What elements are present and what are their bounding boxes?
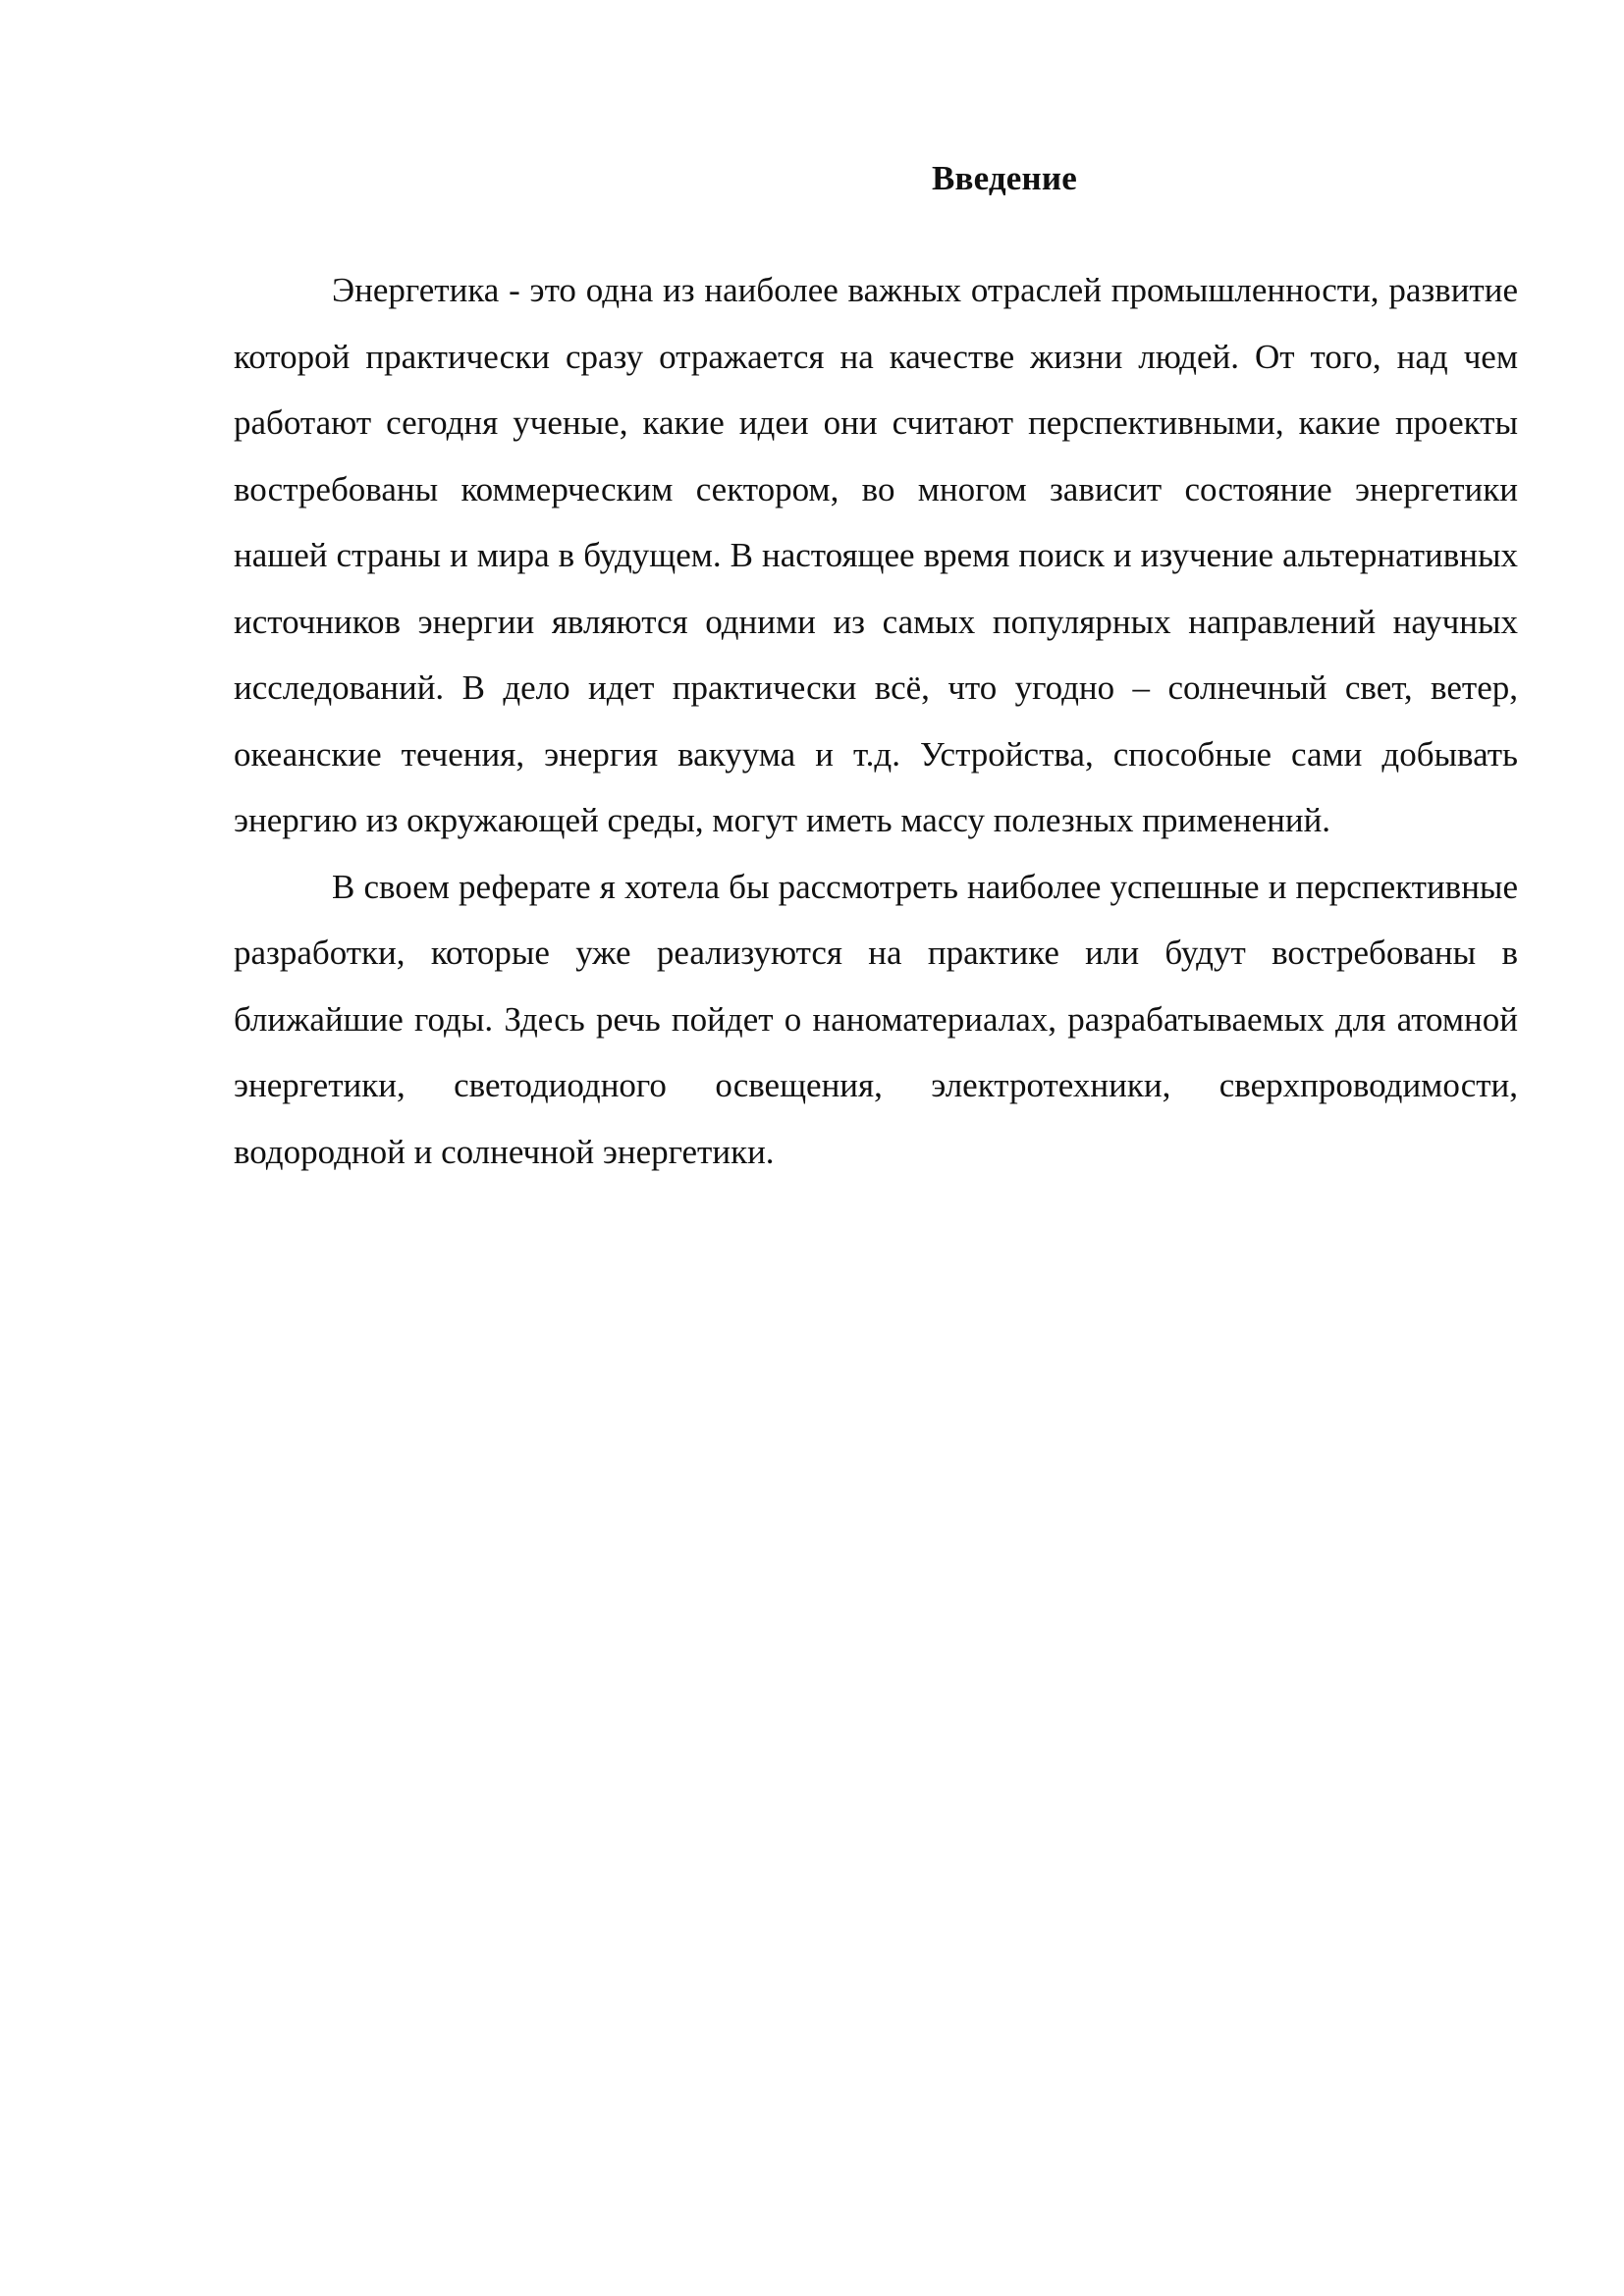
paragraph-1: Энергетика - это одна из наиболее важных отраслей промышленности, развитие которой практически сразу отражается на качестве жизни людей. От того, над чем работают сегодня ученые, какие идеи они считают перспективными, какие проекты востребованы коммерческим сектором, во многом зависит состояние энергетики нашей страны и мира в будущем. В настоящее время поиск и изучение альтернативных источников энергии являются одними из самых популярных направлений научных исследований. В дело идет практически всё, что угодно – солнечный свет, ветер, океанские течения, энергия вакуума и т.д. Устройства, способные сами добывать энергию из окружающей среды, могут иметь массу полезных применений. xyxy=(234,271,1518,839)
paragraph-2: В своем реферате я хотела бы рассмотреть наиболее успешные и перспективные разработки, которые уже реализуются на практике или будут востребованы в ближайшие годы. Здесь речь пойдет о наноматериалах, разрабатываемых для атомной энергетики, светодиодного освещения, электротехники, сверхпроводимости, водородной и солнечной энергетики. xyxy=(234,867,1518,1171)
document-body xyxy=(234,145,1518,1185)
page-title: Введение xyxy=(931,159,1078,197)
